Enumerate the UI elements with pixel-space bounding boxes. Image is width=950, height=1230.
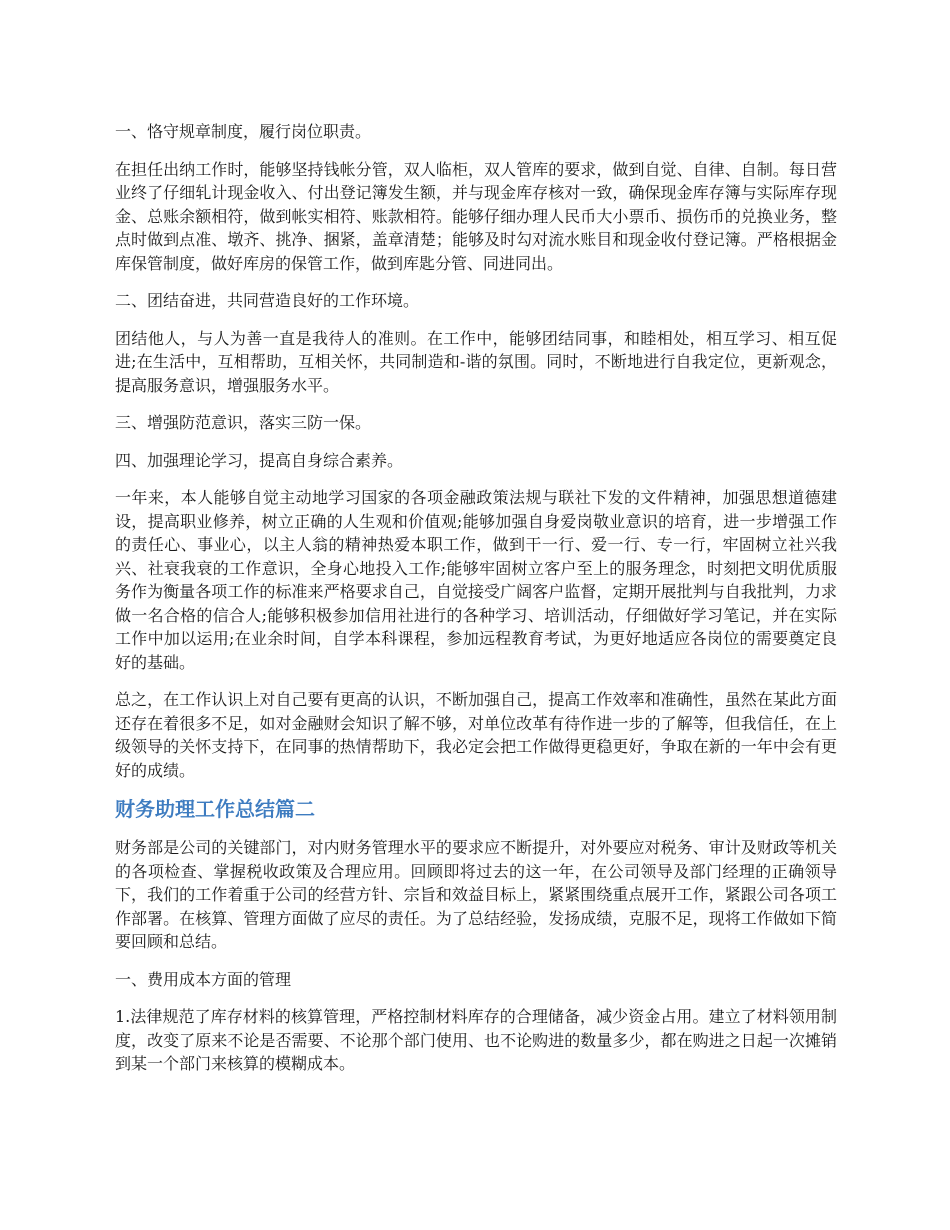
paragraph-teamwork: 团结他人，与人为善一直是我待人的准则。在工作中，能够团结同事，和睦相处，相互学习、相互促进;在生活中，互相帮助，互相关怀，共同制造和-谐的氛围。同时，不断地进行自我定位，更新观念，提高服务意识，增强服务水平。 bbox=[115, 328, 837, 395]
paragraph-inventory: 1.法律规范了库存材料的核算管理，严格控制材料库存的合理储备，减少资金占用。建立了材料领用制度，改变了原来不论是否需要、不论那个部门使用、也不论购进的数量多少，都在购进之日起一次摊销到某一个部门来核算的模糊成本。 bbox=[115, 1007, 837, 1073]
paragraph-study: 一年来，本人能够自觉主动地学习国家的各项金融政策法规与联社下发的文件精神，加强思想道德建设，提高职业修养，树立正确的人生观和价值观;能够加强自身爱岗敬业意识的培育，进一步增强工作的责任心、事业心，以主人翁的精神热爱本职工作，做到干一行、爱一行、专一行，牢固树立社兴我兴、社衰我衰的工作意识，全身心地投入工作;能够牢固树立客户至上的服务理念，时刻把文明优质服务作为衡量各项工作的标准来严格要求自己，自觉接受广阔客户监督，定期开展批判与自我批判，力求做一名合格的信合人;能够积极参加信用社进行的各种学习、培训活动，仔细做好学习笔记，并在实际工作中加以运用;在业余时间，自学本科课程，参加远程教育考试，为更好地适应各岗位的需要奠定良好的基础。 bbox=[115, 488, 837, 672]
document-page bbox=[115, 120, 837, 1090]
clause-heading-4: 四、加强理论学习，提高自身综合素养。 bbox=[115, 450, 404, 470]
clause-heading-3: 三、增强防范意识，落实三防一保。 bbox=[115, 413, 372, 432]
paragraph-cashier-duties: 在担任出纳工作时，能够坚持钱帐分管，双人临柜，双人管库的要求，做到自觉、自律、自制。每日营业终了仔细轧计现金收入、付出登记簿发生额，并与现金库存核对一致，确保现金库存簿与实际库存现金、总账余额相符，做到帐实相符、账款相符。能够仔细办理人民币大小票币、损伤币的兑换业务，整点时做到点准、墩齐、挑净、捆紧，盖章清楚；能够及时勾对流水账目和现金收付登记簿。严格根据金库保管制度，做好库房的保管工作，做到库匙分管、同进同出。 bbox=[115, 159, 837, 273]
paragraph-conclusion: 总之，在工作认识上对自己要有更高的认识，不断加强自己，提高工作效率和准确性，虽然在某此方面还存在着很多不足，如对金融财会知识了解不够，对单位改革有待作进一步的了解等，但我信任，在上级领导的关怀支持下，在同事的热情帮助下，我必定会把工作做得更稳更好，争取在新的一年中会有更好的成绩。 bbox=[115, 690, 837, 780]
section-title: 财务助理工作总结篇二 bbox=[115, 797, 315, 821]
clause-heading-1: 一、恪守规章制度，履行岗位职责。 bbox=[115, 122, 372, 141]
clause-heading-2: 二、团结奋进，共同营造良好的工作环境。 bbox=[115, 291, 420, 310]
clause-heading-cost: 一、费用成本方面的管理 bbox=[115, 969, 292, 989]
paragraph-finance-intro: 财务部是公司的关键部门，对内财务管理水平的要求应不断提升，对外要应对税务、审计及财政等机关的各项检查、掌握税收政策及合理应用。回顾即将过去的这一年，在公司领导及部门经理的正确领导下，我们的工作着重于公司的经营方针、宗旨和效益目标上，紧紧围绕重点展开工作，紧跟公司各项工作部署。在核算、管理方面做了应尽的责任。为了总结经验，发扬成绩，克服不足，现将工作做如下简要回顾和总结。 bbox=[115, 838, 837, 951]
